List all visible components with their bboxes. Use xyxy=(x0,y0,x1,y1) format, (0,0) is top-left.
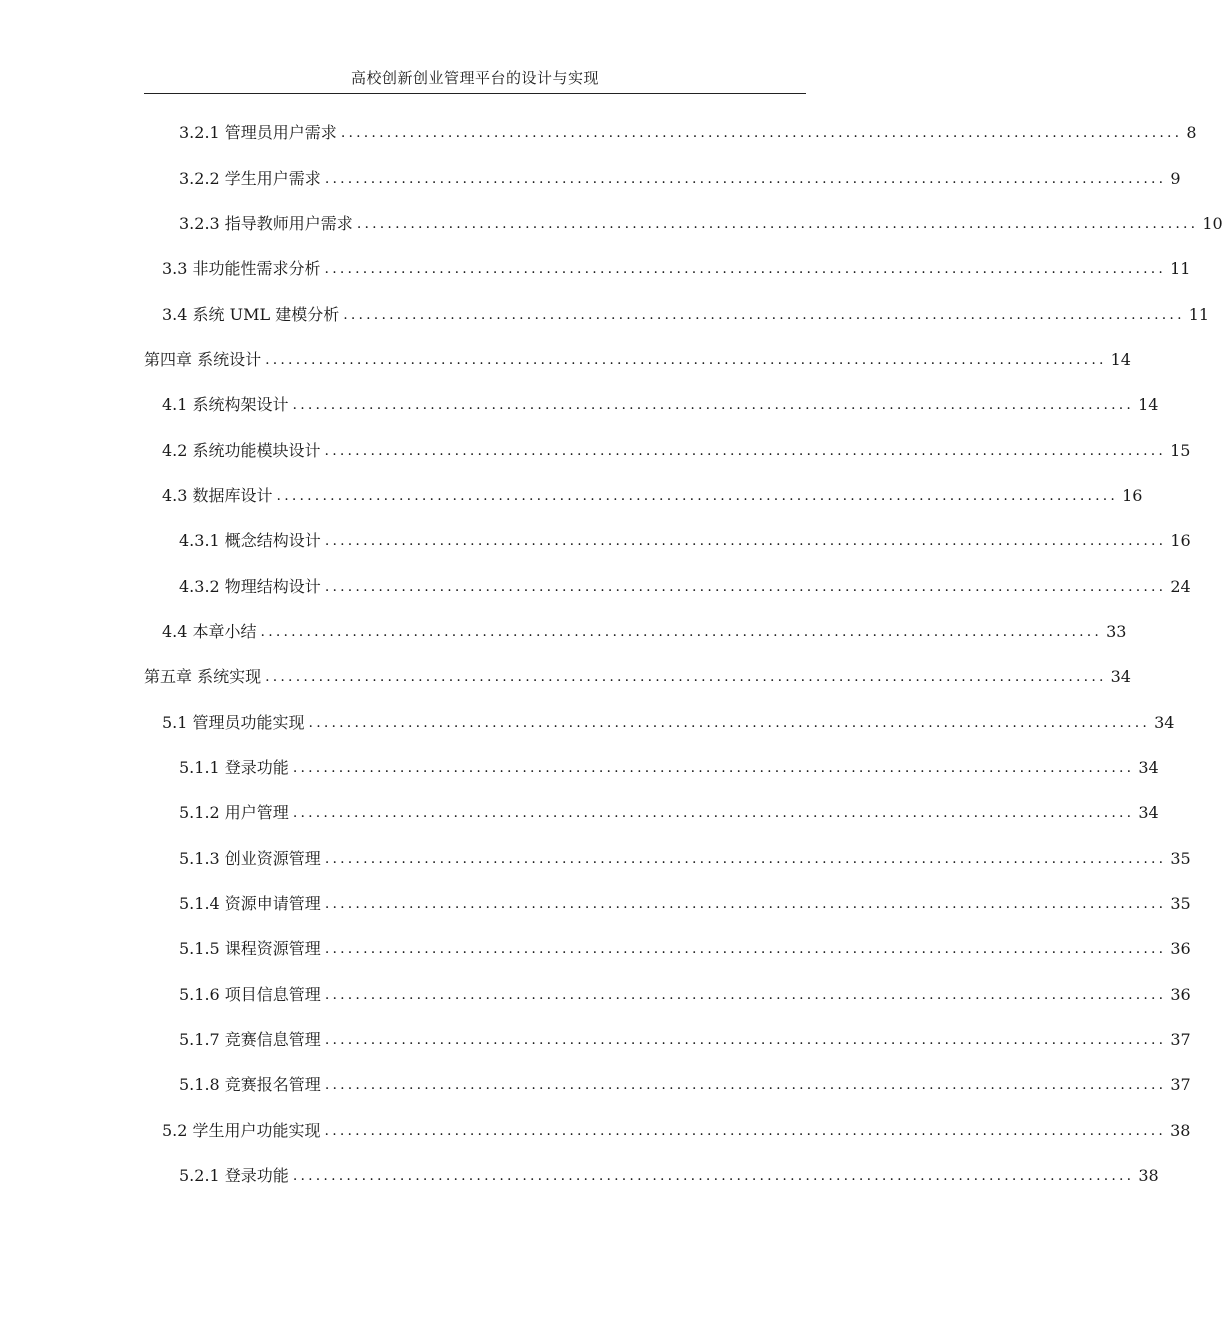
toc-leader-dots: .............................................................................................................. xyxy=(324,261,1167,277)
toc-entry[interactable] xyxy=(179,167,1181,191)
toc-entry[interactable] xyxy=(162,1119,1191,1143)
toc-leader-dots: .............................................................................................................. xyxy=(343,307,1185,323)
toc-entry[interactable] xyxy=(144,665,1131,689)
toc-entry-page: 16 xyxy=(1122,486,1143,505)
toc-entry-page: 8 xyxy=(1186,123,1197,142)
toc-entry[interactable] xyxy=(179,801,1159,825)
toc-leader-dots: .............................................................................................................. xyxy=(324,987,1167,1003)
toc-entry-title: 4.2 系统功能模块设计 xyxy=(162,441,321,460)
toc-leader-dots: .............................................................................................................. xyxy=(324,533,1167,549)
toc-leader-dots: .............................................................................................................. xyxy=(324,896,1167,912)
toc-entry-title: 4.4 本章小结 xyxy=(162,622,257,641)
toc-entry-page: 36 xyxy=(1170,985,1191,1004)
toc-leader-dots: .............................................................................................................. xyxy=(265,669,1107,685)
toc-entry[interactable] xyxy=(179,575,1191,599)
toc-entry-page: 24 xyxy=(1170,577,1191,596)
toc-entry-title: 5.1 管理员功能实现 xyxy=(162,713,305,732)
toc-entry-title: 5.1.7 竞赛信息管理 xyxy=(179,1030,321,1049)
toc-entry-title: 4.1 系统构架设计 xyxy=(162,395,289,414)
toc-leader-dots: .............................................................................................................. xyxy=(260,624,1103,640)
toc-entry[interactable] xyxy=(179,1028,1191,1052)
toc-entry-page: 34 xyxy=(1154,713,1175,732)
toc-entry-title: 5.1.8 竞赛报名管理 xyxy=(179,1075,321,1094)
toc-entry-title: 4.3.2 物理结构设计 xyxy=(179,577,321,596)
toc-entry-title: 4.3 数据库设计 xyxy=(162,486,273,505)
toc-entry[interactable] xyxy=(179,892,1191,916)
toc-entry[interactable] xyxy=(179,121,1197,145)
toc-entry-page: 38 xyxy=(1170,1121,1191,1140)
toc-entry-page: 16 xyxy=(1170,531,1191,550)
toc-entry[interactable] xyxy=(162,393,1159,417)
toc-leader-dots: .............................................................................................................. xyxy=(324,941,1167,957)
toc-leader-dots: .............................................................................................................. xyxy=(276,488,1119,504)
toc-entry-title: 5.2 学生用户功能实现 xyxy=(162,1121,321,1140)
toc-leader-dots: .............................................................................................................. xyxy=(292,805,1135,821)
toc-entry-page: 34 xyxy=(1138,803,1159,822)
toc-leader-dots: .............................................................................................................. xyxy=(324,171,1167,187)
toc-entry-title: 5.1.6 项目信息管理 xyxy=(179,985,321,1004)
toc-entry[interactable] xyxy=(179,847,1191,871)
toc-entry-page: 38 xyxy=(1138,1166,1159,1185)
toc-entry[interactable] xyxy=(162,303,1210,327)
toc-entry[interactable] xyxy=(179,937,1191,961)
toc-entry-title: 5.1.3 创业资源管理 xyxy=(179,849,321,868)
toc-entry-title: 第五章 系统实现 xyxy=(144,667,262,686)
toc-entry[interactable] xyxy=(162,257,1191,281)
toc-entry[interactable] xyxy=(179,529,1191,553)
toc-entry-page: 37 xyxy=(1170,1075,1191,1094)
toc-entry[interactable] xyxy=(162,484,1143,508)
toc-entry[interactable] xyxy=(179,1164,1159,1188)
toc-entry-title: 5.1.4 资源申请管理 xyxy=(179,894,321,913)
toc-entry-page: 34 xyxy=(1138,758,1159,777)
toc-leader-dots: .............................................................................................................. xyxy=(356,216,1199,232)
toc-entry-title: 5.1.5 课程资源管理 xyxy=(179,939,321,958)
toc-leader-dots: .............................................................................................................. xyxy=(324,851,1167,867)
toc-entry-page: 34 xyxy=(1110,667,1131,686)
toc-entry-page: 35 xyxy=(1170,894,1191,913)
toc-entry-page: 36 xyxy=(1170,939,1191,958)
toc-leader-dots: .............................................................................................................. xyxy=(324,443,1167,459)
toc-entry-page: 14 xyxy=(1138,395,1159,414)
toc-entry-page: 35 xyxy=(1170,849,1191,868)
toc-entry-title: 3.2.1 管理员用户需求 xyxy=(179,123,337,142)
toc-leader-dots: .............................................................................................................. xyxy=(340,125,1183,141)
toc-entry-page: 37 xyxy=(1170,1030,1191,1049)
toc-entry[interactable] xyxy=(162,439,1191,463)
toc-entry[interactable] xyxy=(162,711,1175,735)
toc-entry[interactable] xyxy=(179,983,1191,1007)
toc-leader-dots: .............................................................................................................. xyxy=(324,1032,1167,1048)
toc-entry-title: 3.2.2 学生用户需求 xyxy=(179,169,321,188)
toc-entry[interactable] xyxy=(162,620,1127,644)
toc-entry-page: 10 xyxy=(1202,214,1223,233)
toc-leader-dots: .............................................................................................................. xyxy=(324,579,1167,595)
toc-entry[interactable] xyxy=(179,756,1159,780)
toc-entry-page: 15 xyxy=(1170,441,1191,460)
page-header-title: 高校创新创业管理平台的设计与实现 xyxy=(144,64,806,94)
toc-entry-title: 3.3 非功能性需求分析 xyxy=(162,259,321,278)
toc-entry[interactable] xyxy=(179,212,1223,236)
toc-leader-dots: .............................................................................................................. xyxy=(324,1077,1167,1093)
toc-entry-title: 4.3.1 概念结构设计 xyxy=(179,531,321,550)
toc-entry-title: 5.2.1 登录功能 xyxy=(179,1166,289,1185)
toc-leader-dots: .............................................................................................................. xyxy=(265,352,1107,368)
toc-entry-title: 第四章 系统设计 xyxy=(144,350,262,369)
toc-leader-dots: .............................................................................................................. xyxy=(292,397,1135,413)
toc-entry-title: 3.4 系统 UML 建模分析 xyxy=(162,305,340,324)
toc-entry-page: 9 xyxy=(1170,169,1181,188)
toc-entry[interactable] xyxy=(179,1073,1191,1097)
toc-entry-title: 3.2.3 指导教师用户需求 xyxy=(179,214,353,233)
toc-leader-dots: .............................................................................................................. xyxy=(292,1168,1135,1184)
toc-leader-dots: .............................................................................................................. xyxy=(324,1123,1167,1139)
toc-entry-page: 14 xyxy=(1110,350,1131,369)
toc-entry-page: 33 xyxy=(1106,622,1127,641)
toc-leader-dots: .............................................................................................................. xyxy=(292,760,1135,776)
toc-entry-page: 11 xyxy=(1170,259,1191,278)
toc-entry[interactable] xyxy=(144,348,1131,372)
toc-entry-title: 5.1.1 登录功能 xyxy=(179,758,289,777)
toc-entry-page: 11 xyxy=(1188,305,1210,324)
toc-entry-title: 5.1.2 用户管理 xyxy=(179,803,289,822)
toc-leader-dots: .............................................................................................................. xyxy=(308,715,1151,731)
